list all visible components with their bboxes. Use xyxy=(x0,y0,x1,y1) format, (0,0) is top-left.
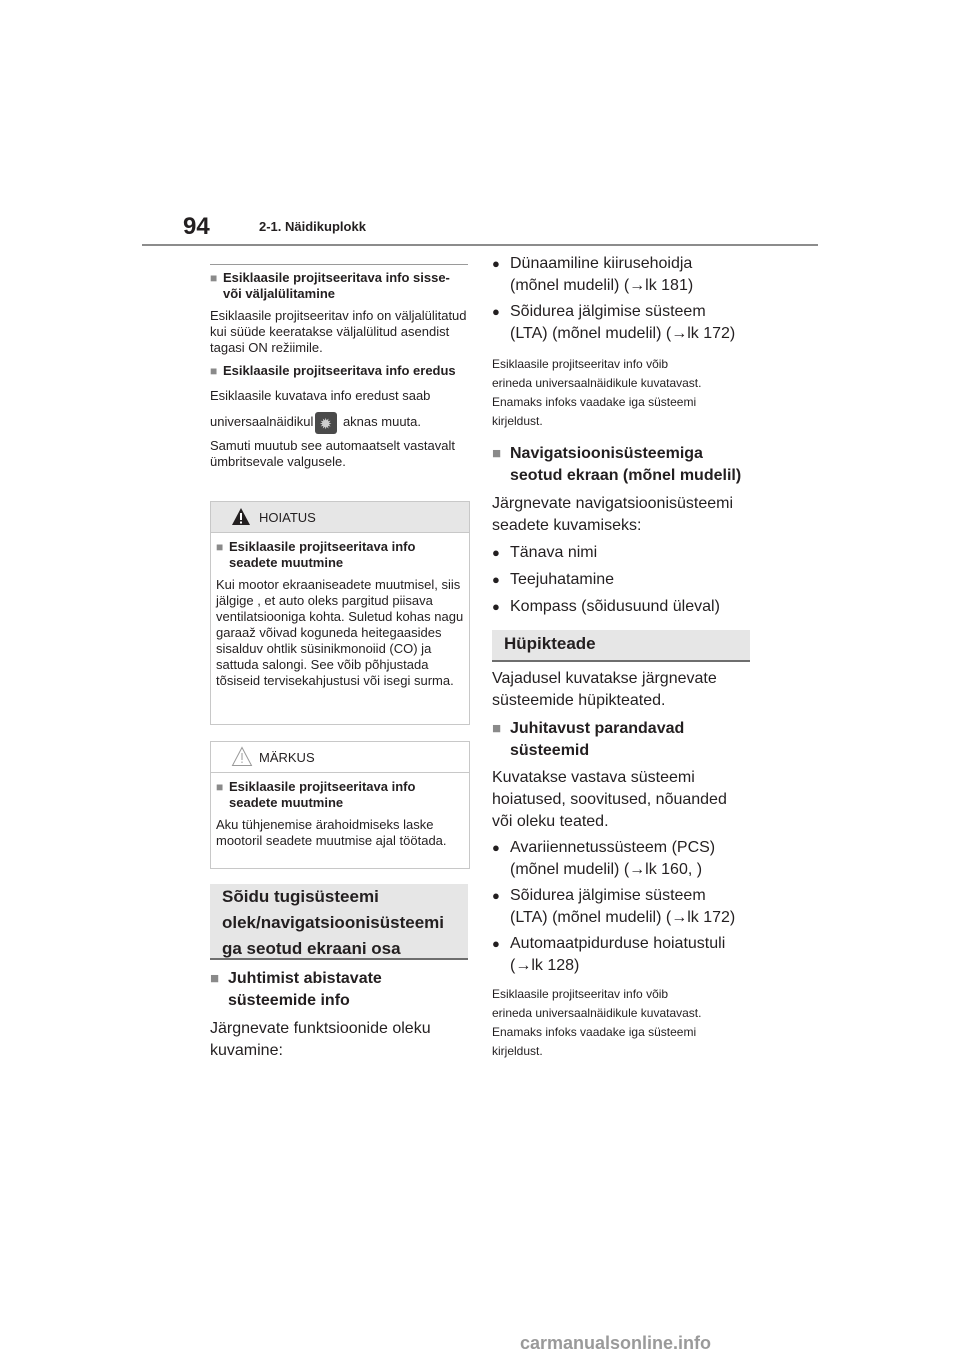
bullet-item xyxy=(492,837,750,881)
section-driving-assist xyxy=(210,968,468,1062)
bullet-line: ● Sõidurea jälgimise süsteem xyxy=(510,887,706,904)
section-heading: ■ Esiklaasile projitseeritava info eredus xyxy=(210,363,468,379)
note-line: Enamaks infoks vaadake iga süsteemi xyxy=(492,395,697,409)
section-text: Esiklaasile kuvatava info eredust saab xyxy=(210,388,431,403)
text-line: Kuvatakse vastava süsteemi xyxy=(492,769,695,786)
text-part: universaalnäidikul xyxy=(210,414,314,429)
text-line: hoiatused, soovitused, nõuanded xyxy=(492,791,727,808)
section-text-with-icon xyxy=(210,411,468,434)
bullet-line: ● Avariiennetussüsteem (PCS) xyxy=(510,839,716,856)
notice-label: MÄRKUS xyxy=(259,750,315,765)
chapter-title: 2-1. Näidikuplokk xyxy=(259,219,366,234)
warning-heading: ■ Esiklaasile projitseeritava info seadete muutmine xyxy=(216,539,464,571)
section-title-block xyxy=(210,884,468,960)
section-title-line: olek/navigatsioonisüsteemi xyxy=(222,913,445,932)
section-heading xyxy=(210,968,468,1012)
note-line: erineda universaalnäidikule kuvatavast. xyxy=(492,376,702,390)
note-line: kirjeldust. xyxy=(492,1044,543,1058)
note-line: Esiklaasile projitseeritav info võib xyxy=(492,987,669,1001)
section-heading-navigation xyxy=(492,443,750,487)
warning-text: Kui mootor ekraaniseadete muutmisel, siis jälgige , et auto oleks pargitud piisava ventilatsiooniga kohta. Suletud kohas nagu garaaž võivad koguneda heitegaasides sisalduv ohtlik süsinikmonoiid (CO) ja sattuda salongi. See võib põhjustada tõsiseid tervisekahjustusi või isegi surma. xyxy=(216,577,464,688)
text-line: Vajadusel kuvatakse järgnevate xyxy=(492,670,717,687)
section-text xyxy=(210,1018,468,1062)
bullet-item xyxy=(492,885,750,929)
page-number: 94 xyxy=(183,213,210,240)
section-title-line: Sõidu tugisüsteemi xyxy=(222,887,379,906)
section-title-line: ga seotud ekraani osa xyxy=(222,939,401,958)
text-line: kuvamine: xyxy=(210,1042,283,1059)
section-text: Esiklaasile projitseeritav info on väljalülitatud kui süüde keeratakse väljalülitud asendist tagasi ON režiimile. xyxy=(210,308,467,355)
note-text xyxy=(492,985,750,1061)
text-line: seadete kuvamiseks: xyxy=(492,517,642,534)
notice-triangle-icon xyxy=(231,746,253,767)
header-divider xyxy=(142,244,818,246)
bullet-line: ● Automaatpidurduse hoiatustuli xyxy=(510,935,726,952)
text-line: või oleku teated. xyxy=(492,813,609,830)
text-line: Järgnevate funktsioonide oleku xyxy=(210,1020,431,1037)
warning-label: HOIATUS xyxy=(259,510,316,525)
right-column xyxy=(492,253,750,618)
section-heading: ■ Esiklaasile projitseeritava info sisse- või väljalülitamine xyxy=(210,270,468,302)
notice-box-header xyxy=(211,742,469,773)
bullet-line: ● Sõidurea jälgimise süsteem xyxy=(510,303,706,320)
heading-line: süsteemid xyxy=(510,742,590,759)
bullet-item: ● Kompass (sõidusuund üleval) xyxy=(492,596,750,618)
text-part: aknas muuta. xyxy=(339,414,421,429)
notice-box xyxy=(210,741,470,869)
bullet-line: (LTA) (mõnel mudelil) (→lk 172) xyxy=(510,909,736,926)
section-text: Samuti muutub see automaatselt vastavalt ümbritsevale valgusele. xyxy=(210,437,455,469)
right-column-lower xyxy=(492,668,750,1061)
note-text xyxy=(492,355,750,431)
text-line: Järgnevate navigatsioonisüsteemi xyxy=(492,495,734,512)
section-divider xyxy=(210,264,468,265)
section-text xyxy=(492,668,750,712)
section-brightness xyxy=(210,363,468,470)
bullet-item xyxy=(492,253,750,297)
bullet-item xyxy=(492,933,750,977)
watermark: carmanualsonline.info xyxy=(520,1333,712,1353)
heading-line: ■ Juhitavust parandavad xyxy=(510,720,685,737)
popup-title-text: Hüpikteade xyxy=(504,634,596,653)
note-line: erineda universaalnäidikule kuvatavast. xyxy=(492,1006,702,1020)
bullet-line: (mõnel mudelil) (→lk 160, ) xyxy=(510,861,703,878)
settings-gear-icon xyxy=(315,412,337,434)
heading-line: süsteemide info xyxy=(228,992,350,1009)
warning-box-header xyxy=(211,502,469,533)
heading-line: ■ Navigatsioonisüsteemiga xyxy=(510,445,703,462)
bullet-item: ● Tänava nimi xyxy=(492,542,750,564)
bullet-item: ● Teejuhatamine xyxy=(492,569,750,591)
section-heading-driving xyxy=(492,718,750,762)
note-line: Enamaks infoks vaadake iga süsteemi xyxy=(492,1025,697,1039)
note-line: kirjeldust. xyxy=(492,414,543,428)
bullet-line: (mõnel mudelil) (→lk 181) xyxy=(510,277,694,294)
heading-line: ■ Juhtimist abistavate xyxy=(228,970,382,987)
warning-box xyxy=(210,501,470,725)
text-line: süsteemide hüpikteated. xyxy=(492,692,666,709)
popup-section-title xyxy=(492,630,750,662)
bullet-item xyxy=(492,301,750,345)
bullet-line: ● Dünaamiline kiirusehoidja xyxy=(510,255,693,272)
warning-triangle-icon xyxy=(231,507,251,526)
note-line: Esiklaasile projitseeritav info võib xyxy=(492,357,669,371)
notice-heading: ■ Esiklaasile projitseeritava info seadete muutmine xyxy=(216,779,464,811)
section-display-toggle xyxy=(210,270,468,356)
bullet-line: (LTA) (mõnel mudelil) (→lk 172) xyxy=(510,325,736,342)
section-text xyxy=(492,493,750,537)
notice-text: Aku tühjenemise ärahoidmiseks laske mootoril seadete muutmise ajal töötada. xyxy=(216,817,447,848)
section-text xyxy=(492,767,750,833)
heading-line: seotud ekraan (mõnel mudelil) xyxy=(510,467,742,484)
bullet-line: (→lk 128) xyxy=(510,957,580,974)
